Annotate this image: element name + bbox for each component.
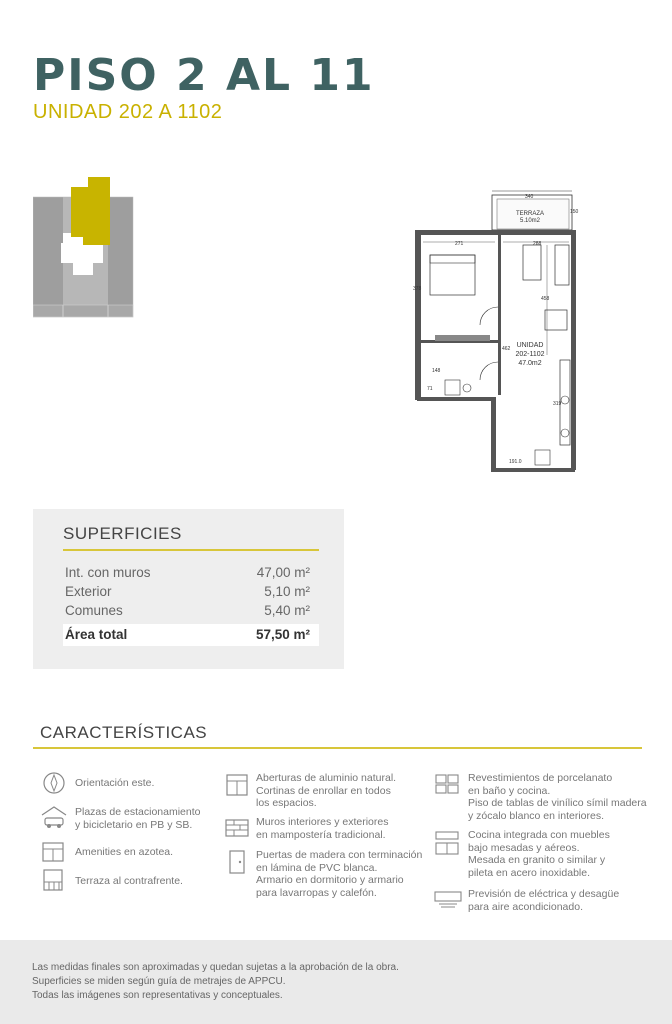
feature-kitchen: Cocina integrada con muebles bajo mesadas y aéreos. Mesada en granito o similar y pileta en acero inoxidable. (468, 829, 610, 879)
feature-amenities: Amenities en azotea. (75, 846, 174, 858)
car-icon (40, 805, 68, 831)
dim-label: 150 (570, 209, 579, 215)
feature-parking: Plazas de estacionamiento y bicicletario en PB y SB. (75, 806, 201, 831)
surface-label: Exterior (65, 584, 112, 599)
feature-openings: Aberturas de aluminio natural. Cortinas de enrollar en todos los espacios. (256, 772, 397, 809)
footer-line: Todas las imágenes son representativas y conceptuales. (32, 990, 283, 1001)
surface-row (65, 584, 310, 599)
surfaces-divider (63, 549, 319, 551)
surface-total-label: Área total (65, 627, 128, 642)
compass-icon (42, 771, 66, 795)
surface-label: Comunes (65, 603, 123, 618)
dim-label: 462 (502, 346, 511, 352)
door-icon (226, 849, 248, 875)
page-title: PISO 2 AL 11 (33, 50, 375, 101)
dim-label: 458 (541, 296, 550, 302)
feature-doors: Puertas de madera con terminación en lámina de PVC blanca. Armario en dormitorio y armario para lavarropas y calefón. (256, 849, 423, 899)
floor-plan (405, 185, 585, 475)
footer-line: Las medidas finales son aproximadas y quedan sujetas a la aprobación de la obra. (32, 962, 399, 973)
features-divider (33, 747, 642, 749)
unit-label: UNIDAD (516, 342, 544, 349)
terrace-icon (40, 868, 66, 892)
key-plan (33, 175, 138, 320)
features-title: CARACTERÍSTICAS (40, 723, 208, 742)
surface-label: Int. con muros (65, 565, 151, 580)
air-conditioner-icon (433, 889, 463, 909)
surface-total-value: 57,50 m² (255, 627, 310, 642)
dim-label: 288 (533, 241, 542, 247)
feature-terrace: Terraza al contrafrente. (75, 875, 183, 887)
unit-area: 47.0m2 (518, 360, 542, 367)
dim-label: 71 (427, 386, 433, 392)
dim-label: 378 (413, 286, 422, 292)
surface-row (65, 565, 310, 580)
surface-total-row (63, 624, 319, 646)
terrace-area: 5.10m2 (519, 218, 541, 224)
surface-value: 47,00 m² (256, 565, 310, 580)
feature-air-conditioning: Previsión de eléctrica y desagüe para aire acondicionado. (468, 888, 620, 913)
terrace-label: TERRAZA (515, 211, 545, 217)
dim-label: 148 (432, 368, 441, 374)
feature-finishes: Revestimientos de porcelanato en baño y cocina. Piso de tablas de vinílico símil madera y zócalo blanco en interiores. (468, 772, 647, 822)
tiles-icon (434, 773, 460, 795)
surface-value: 5,40 m² (264, 603, 310, 618)
unit-range: 202-1102 (515, 351, 545, 358)
surface-value: 5,10 m² (264, 584, 310, 599)
kitchen-icon (434, 830, 460, 856)
amenities-icon (40, 839, 66, 863)
dim-label: 340 (525, 194, 534, 200)
surface-row (65, 603, 310, 618)
brick-wall-icon (224, 814, 250, 838)
footer-line: Superficies se miden según guía de metrajes de APPCU. (32, 976, 286, 987)
feature-walls: Muros interiores y exteriores en mampostería tradicional. (256, 816, 389, 841)
footer-disclaimer (0, 940, 672, 1024)
dim-label: 319 (553, 401, 562, 407)
surfaces-title: SUPERFICIES (63, 524, 182, 543)
dim-label: 271 (455, 241, 464, 247)
dim-label: 191.0 (509, 459, 522, 465)
surfaces-panel (33, 509, 344, 669)
window-icon (224, 772, 250, 798)
page-subtitle: UNIDAD 202 A 1102 (33, 101, 223, 123)
feature-orientation: Orientación este. (75, 777, 155, 789)
